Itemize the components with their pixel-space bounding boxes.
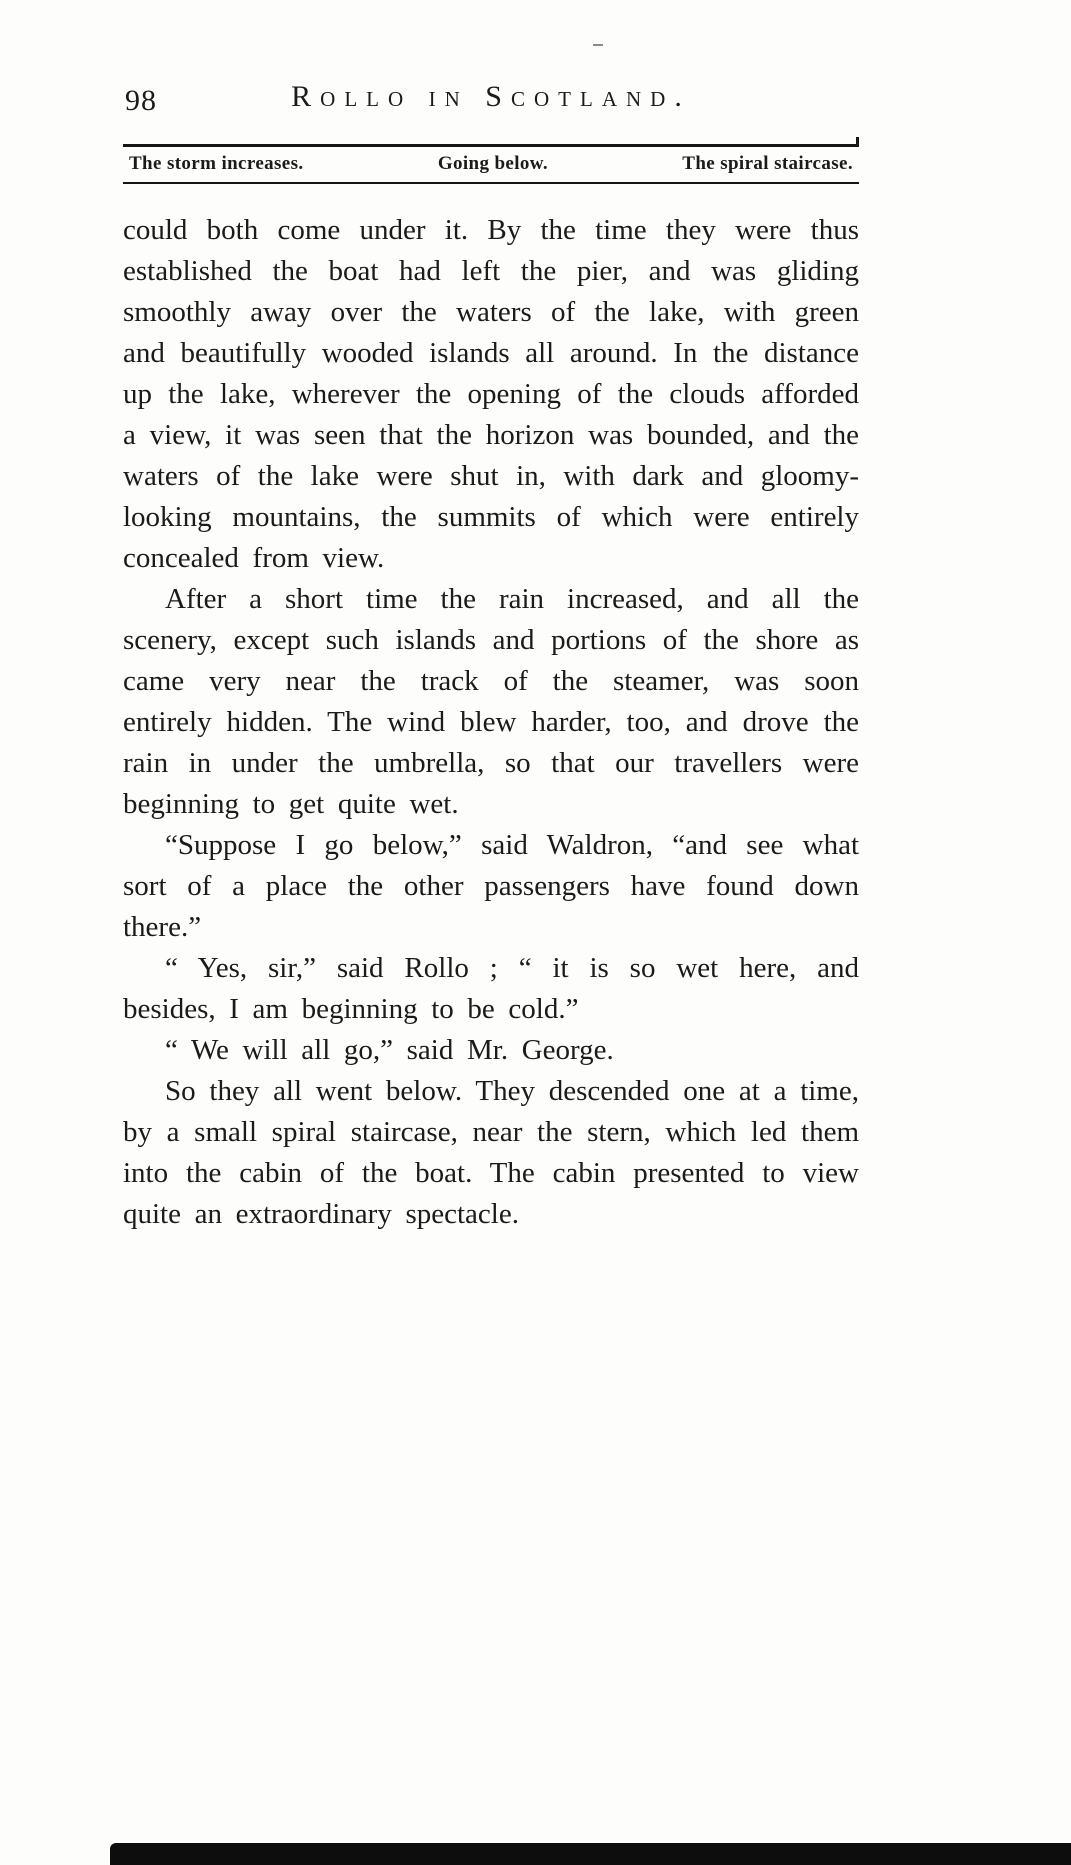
scan-edge-artifact (110, 1843, 1071, 1865)
paragraph: After a short time the rain increased, and all the scenery, except such islands and portions of the shore as came very near the track of the steamer, was soon entirely hidden. The wind blew harder, too, and drove the rain in under the umbrella, so that our travellers were beginning to get quite wet. (123, 583, 859, 820)
running-head-center: Going below. (437, 153, 548, 174)
running-head-left: The storm increases. (129, 153, 304, 174)
running-heads (123, 147, 859, 182)
paragraph: “Suppose I go below,” said Waldron, “and see what sort of a place the other passengers have found down there.” (123, 829, 859, 943)
paragraph: “ Yes, sir,” said Rollo ; “ it is so wet here, and besides, I am beginning to be cold.” (123, 952, 859, 1025)
running-head-right: The spiral staircase. (682, 153, 853, 174)
page-content (123, 80, 859, 1235)
header-rule-bottom (123, 182, 859, 184)
paragraph: “ We will all go,” said Mr. George. (165, 1034, 614, 1066)
paragraph: So they all went below. They descended one at a time, by a small spiral staircase, near the stern, which led them into the cabin of the boat. The cabin presented to view quite an extraordinary spectacle. (123, 1075, 859, 1230)
paragraph: could both come under it. By the time they were thus established the boat had left the pier, and was gliding smoothly away over the waters of the lake, with green and beautifully wooded islands all around. In the distance up the lake, wherever the opening of the clouds afforded a view, it was seen that the horizon was bounded, and the waters of the lake were shut in, with dark and gloomy-looking mountains, the summits of which were entirely concealed from view. (123, 214, 859, 574)
page-header (123, 80, 859, 128)
scan-artifact (593, 44, 603, 46)
page-body (123, 210, 859, 1235)
running-title: Rollo in Scotland. (291, 80, 691, 113)
page-number: 98 (125, 84, 157, 117)
header-rule-top (123, 144, 859, 147)
